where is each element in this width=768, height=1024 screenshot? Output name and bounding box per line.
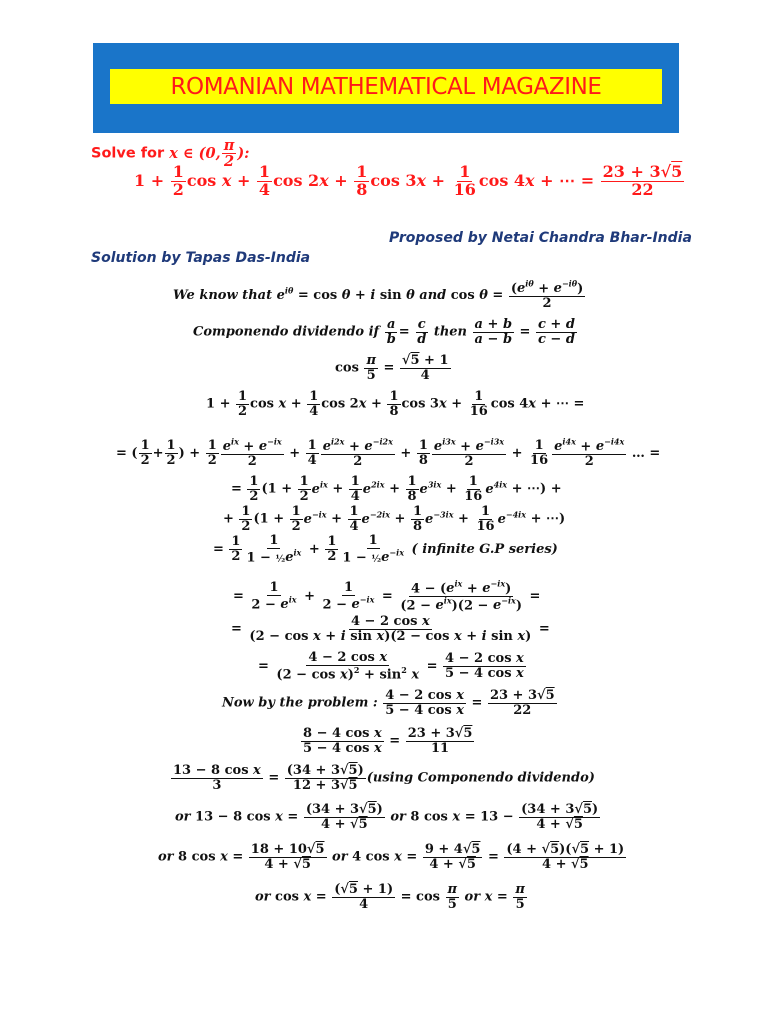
componendo-rule-line: Componendo dividendo if $\frac{a}{b}$ = $\frac{c}{d}$ then $\frac{a + b}{a - b}$ = $\frac{c + d}{c - d}$ (193, 317, 575, 347)
combine-line: = $\frac{1}{2 - e^{ix}}$ + $\frac{1}{2 - e^{-ix}}$ = $\frac{4 - (e^{ix} + e^{-ix})}{(2 - e^{ix})(2 - e^{-ix})}$ = (233, 579, 541, 614)
solve-label: Solve for (91, 145, 165, 162)
problem-domain: x ∈ (0, $\frac{\pi}{2}$ ): (169, 137, 250, 171)
final-answer-line: or cos x = $\frac{(√5 + 1)}{4}$ = cos $\frac{\pi}{5}$ or x = $\frac{\pi}{5}$ (255, 882, 525, 912)
doubled-line: $\frac{\text{8 − 4 cos x}}{\text{5 − 4 cos x}}$ = $\frac{23 + 3√5}{11}$ (303, 726, 473, 756)
magazine-title: ROMANIAN MATHEMATICAL MAGAZINE (110, 69, 662, 104)
trig-form-line: = $\frac{\text{4 − 2 cos x}}{\text{(2 − cos x + i sin x)(2 − cos x + i sin x)}}$ = (231, 614, 550, 644)
problem-equation: 1 + $\frac{1}{2}$ cos x + $\frac{1}{4}$ cos 2x + $\frac{1}{8}$ cos 3x + $\frac{1}{16}$ cos 4x + ⋯ = $\frac{23 + 3√5}{22}$ (134, 162, 683, 199)
reduce-line: or 8 cos x = $\frac{18 + 10√5}{4 + √5}$ or 4 cos x = $\frac{9 + 4√5}{4 + √5}$ = $\frac{(4 + √5)(√5 + 1)}{4 + √5}$ (158, 842, 625, 872)
expansion-line: = ( $\frac{1}{2}$ + $\frac{1}{2}$ ) + $\frac{1}{2}$ $\frac{e^{ix} + e^{-ix}}{2}$ + $\frac{1}{4}$ $\frac{e^{i2x} + e^{-i2x}}{2}$ + $\frac{1}{8}$ $\frac{e^{i3x} + e^{-i3x}}{2}$ + $\frac{1}{16}$ $\frac{e^{i4x} + e^{-i4x}}{2}$ … = (116, 437, 661, 469)
header-banner (93, 43, 679, 133)
solution-by: Solution by Tapas Das-India (91, 250, 311, 266)
gp-second-line: + $\frac{1}{2}$ (1 + $\frac{1}{2}$ $e^{-ix}$ + $\frac{1}{4}$ $e^{-2ix}$ + $\frac{1}{8}$ $e^{-3ix}$ + $\frac{1}{16}$ $e^{-4ix}$ + ⋯) (223, 504, 566, 534)
proposed-by: Proposed by Netai Chandra Bhar-India (389, 230, 692, 246)
componendo-applied-line: $\frac{\text{13 − 8 cos x}}{3}$ = $\frac{(34 + 3√5)}{12 + 3√5}$ (using Componendo dividendo) (173, 763, 595, 793)
problem-equality-line: Now by the problem : $\frac{\text{4 − 2 cos x}}{\text{5 − 4 cos x}}$ = $\frac{23 + 3√5}{22}$ (222, 688, 555, 718)
gp-first-line: = $\frac{1}{2}$ (1 + $\frac{1}{2}$ $e^{ix}$ + $\frac{1}{4}$ $e^{2ix}$ + $\frac{1}{8}$ $e^{3ix}$ + $\frac{1}{16}$ $e^{4ix}$ + ⋯) + (231, 474, 562, 504)
cos-pi-five-line: cos $\frac{\pi}{5}$ = $\frac{√5 + 1}{4}$ (335, 353, 449, 383)
simplified-line: = $\frac{\text{4 − 2 cos x}}{(2 - \cos x)^2 + \sin^2 x}$ = $\frac{\text{4 − 2 cos x}}{\text{5 − 4 cos x}}$ (258, 650, 524, 682)
gp-sum-line: = $\frac{1}{2}$ $\frac{1}{1 - \frac{1}{2}e^{ix}}$ + $\frac{1}{2}$ $\frac{1}{1 - \frac{1}{2}e^{-ix}}$ ( infinite G.P series) (213, 533, 558, 565)
euler-formula-line: We know that $e^{i\theta} = \cos \theta + i$ sin θ and cos θ = $\frac{(e^{i\theta} + e^{-i\theta})}{2}$ (173, 279, 584, 311)
series-line: 1 + $\frac{1}{2}$ cos x + $\frac{1}{4}$ cos 2x + $\frac{1}{8}$ cos 3x + $\frac{1}{16}$ cos 4x + ⋯ = (206, 389, 585, 419)
isolate-line: or 13 − 8 cos x = $\frac{(34 + 3√5)}{4 + √5}$ or 8 cos x = 13 − $\frac{(34 + 3√5)}{4 + √5}$ (175, 802, 599, 832)
